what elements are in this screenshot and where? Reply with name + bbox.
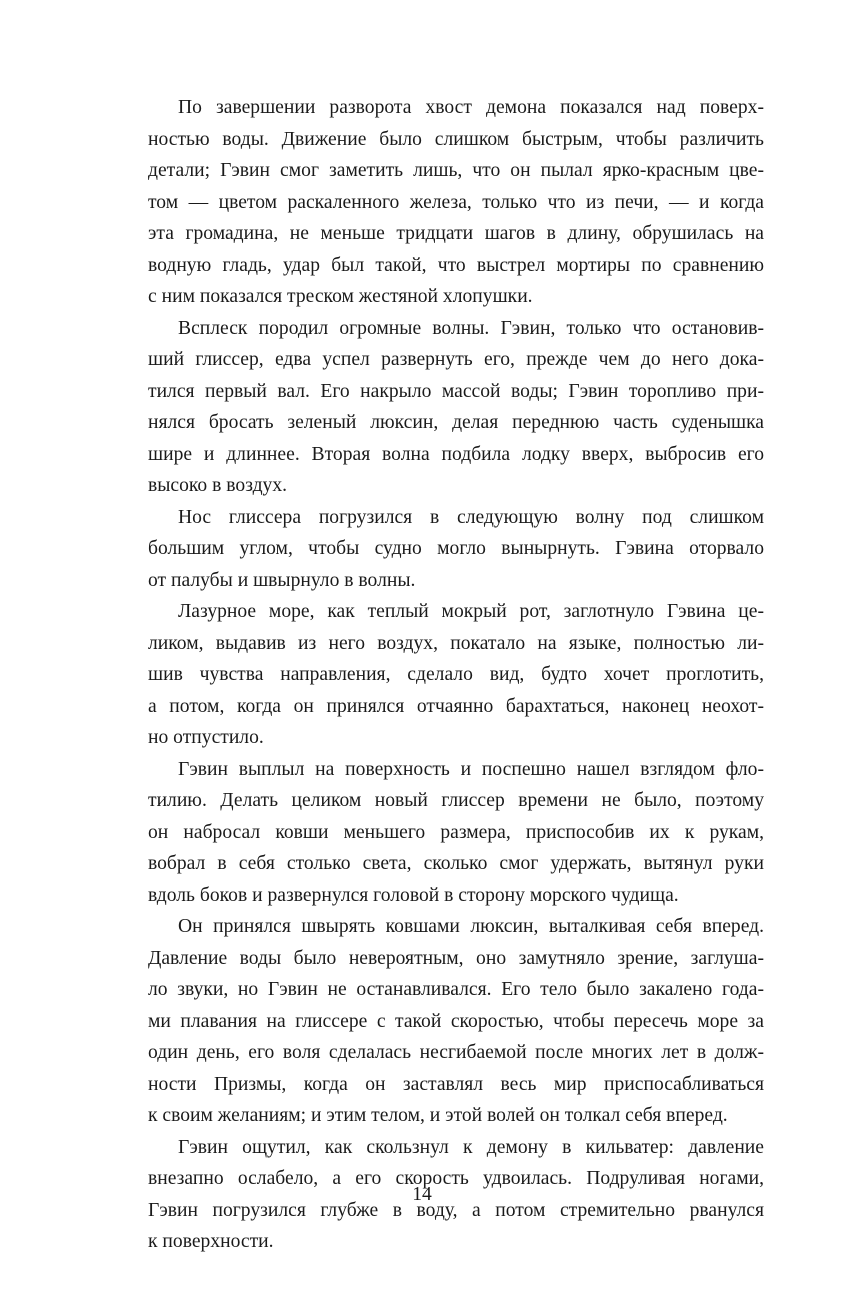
text-line: шив чувства направления, сделало вид, будто хочет проглотить, — [148, 664, 764, 685]
text-line: шире и длиннее. Вторая волна подбила лодку вверх, выбросив его — [148, 443, 764, 465]
text-line: а потом, когда он принялся отчаянно барахтаться, наконец неохот- — [148, 695, 764, 717]
text-line: но отпустило. — [148, 727, 264, 748]
page-number: 14 — [412, 1184, 432, 1205]
text-line: Нос глиссера погрузился в следующую волну под слишком — [178, 506, 764, 528]
text-line: том — цветом раскаленного железа, только что из печи, — и когда — [148, 191, 764, 213]
text-line: ший глиссер, едва успел развернуть его, прежде чем до него дока- — [148, 349, 764, 370]
paragraph-1 — [118, 92, 764, 313]
text-line: большим углом, чтобы судно могло вынырнуть. Гэвина оторвало — [148, 538, 764, 559]
paragraph-6 — [118, 911, 764, 1132]
text-line: Давление воды было невероятным, оно замутняло зрение, заглуша- — [148, 947, 764, 969]
text-line: ностью воды. Движение было слишком быстрым, чтобы различить — [148, 128, 764, 150]
paragraph-2 — [118, 313, 764, 502]
text-line: к своим желаниям; и этим телом, и этой волей он толкал себя вперед. — [148, 1105, 728, 1126]
text-line: Гэвин погрузился глубже в воду, а потом стремительно рванулся — [148, 1199, 764, 1221]
text-line: с ним показался треском жестяной хлопушки. — [148, 286, 533, 307]
text-line: от палубы и швырнуло в волны. — [148, 569, 416, 591]
text-line: эта громадина, не меньше тридцати шагов в длину, обрушилась на — [148, 223, 764, 244]
text-line: внезапно ослабело, а его скорость удвоилась. Подруливая ногами, — [148, 1168, 764, 1189]
text-line: Всплеск породил огромные волны. Гэвин, только что остановив- — [178, 317, 764, 339]
text-line: тилию. Делать целиком новый глиссер времени не было, поэтому — [148, 790, 764, 811]
text-line: вобрал в себя столько света, сколько смог удержать, вытянул руки — [148, 853, 764, 874]
paragraph-4 — [118, 596, 764, 754]
page-body — [118, 92, 764, 1258]
text-line: Гэвин ощутил, как скользнул к демону в кильватер: давление — [178, 1136, 764, 1158]
text-line: вдоль боков и развернулся головой в сторону морского чудища. — [148, 884, 679, 906]
text-line: высоко в воздух. — [148, 475, 288, 496]
text-line: к поверхности. — [148, 1231, 274, 1252]
text-line: ности Призмы, когда он заставлял весь мир приспосабливаться — [148, 1073, 764, 1095]
paragraph-3 — [118, 502, 764, 597]
text-line: Гэвин выплыл на поверхность и поспешно нашел взглядом фло- — [178, 758, 764, 780]
paragraph-5 — [118, 754, 764, 912]
text-line: детали; Гэвин смог заметить лишь, что он пылал ярко-красным цве- — [148, 160, 764, 181]
text-line: ло звуки, но Гэвин не останавливался. Его тело было закалено года- — [148, 979, 764, 1000]
text-line: Лазурное море, как теплый мокрый рот, заглотнуло Гэвина це- — [178, 601, 764, 622]
text-line: По завершении разворота хвост демона показался над поверх- — [178, 97, 764, 118]
text-line: нялся бросать зеленый люксин, делая переднюю часть суденышка — [148, 412, 764, 433]
text-line: он набросал ковши меньшего размера, приспособив их к рукам, — [148, 821, 764, 843]
text-line: Он принялся швырять ковшами люксин, выталкивая себя вперед. — [178, 916, 764, 937]
text-line: ликом, выдавив из него воздух, покатало на языке, полностью ли- — [148, 632, 764, 654]
text-line: тился первый вал. Его накрыло массой воды; Гэвин торопливо при- — [148, 380, 764, 402]
text-line: водную гладь, удар был такой, что выстрел мортиры по сравнению — [148, 254, 764, 276]
text-line: ми плавания на глиссере с такой скоростью, чтобы пересечь море за — [148, 1010, 764, 1032]
text-line: один день, его воля сделалась несгибаемой после многих лет в долж- — [148, 1042, 764, 1063]
